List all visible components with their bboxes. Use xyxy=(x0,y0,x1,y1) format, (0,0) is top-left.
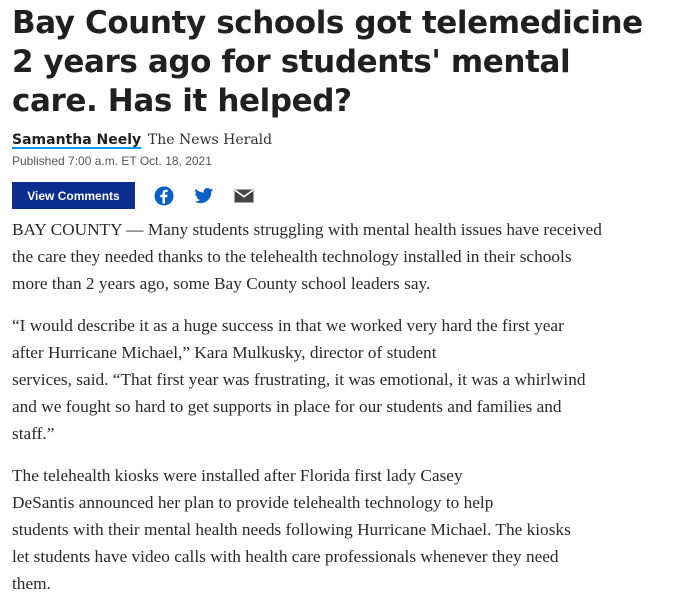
paragraph xyxy=(12,462,677,597)
outlet-name: The News Herald xyxy=(147,132,273,148)
headline-line: care. Has it helped? xyxy=(12,83,352,119)
paragraph xyxy=(12,216,677,297)
text-line: the care they needed thanks to the telehealth technology installed in their schools xyxy=(12,247,572,266)
email-icon[interactable] xyxy=(234,186,254,206)
text-line: “I would describe it as a huge success in that we worked very hard the first year xyxy=(12,316,564,335)
view-comments-button[interactable]: View Comments xyxy=(12,182,135,209)
text-line: students with their mental health needs following Hurricane Michael. The kiosks xyxy=(12,520,571,539)
article-body xyxy=(12,216,677,597)
text-line: after Hurricane Michael,” Kara Mulkusky, director of student xyxy=(12,343,437,362)
byline xyxy=(12,131,677,149)
headline-line: Bay County schools got telemedicine xyxy=(12,5,643,41)
text-line: let students have video calls with health care professionals whenever they need xyxy=(12,547,559,566)
article-actions xyxy=(12,182,677,209)
text-line: The telehealth kiosks were installed after Florida first lady Casey xyxy=(12,466,463,485)
author-link[interactable]: Samantha Neely xyxy=(12,132,142,148)
text-line: staff.” xyxy=(12,424,55,443)
published-timestamp: Published 7:00 a.m. ET Oct. 18, 2021 xyxy=(12,154,212,168)
text-line: and we fought so hard to get supports in place for our students and families and xyxy=(12,397,562,416)
facebook-icon[interactable] xyxy=(154,186,174,206)
text-line: them. xyxy=(12,574,51,593)
twitter-icon[interactable] xyxy=(194,186,214,206)
article xyxy=(12,0,677,597)
headline xyxy=(12,4,677,121)
text-line: more than 2 years ago, some Bay County school leaders say. xyxy=(12,274,431,293)
text-line: services, said. “That first year was frustrating, it was emotional, it was a whirlwind xyxy=(12,370,586,389)
headline-line: 2 years ago for students' mental xyxy=(12,44,571,80)
text-line: DeSantis announced her plan to provide telehealth technology to help xyxy=(12,493,494,512)
text-line: BAY COUNTY — Many students struggling with mental health issues have received xyxy=(12,220,602,239)
share-bar xyxy=(154,186,274,206)
paragraph xyxy=(12,312,677,447)
